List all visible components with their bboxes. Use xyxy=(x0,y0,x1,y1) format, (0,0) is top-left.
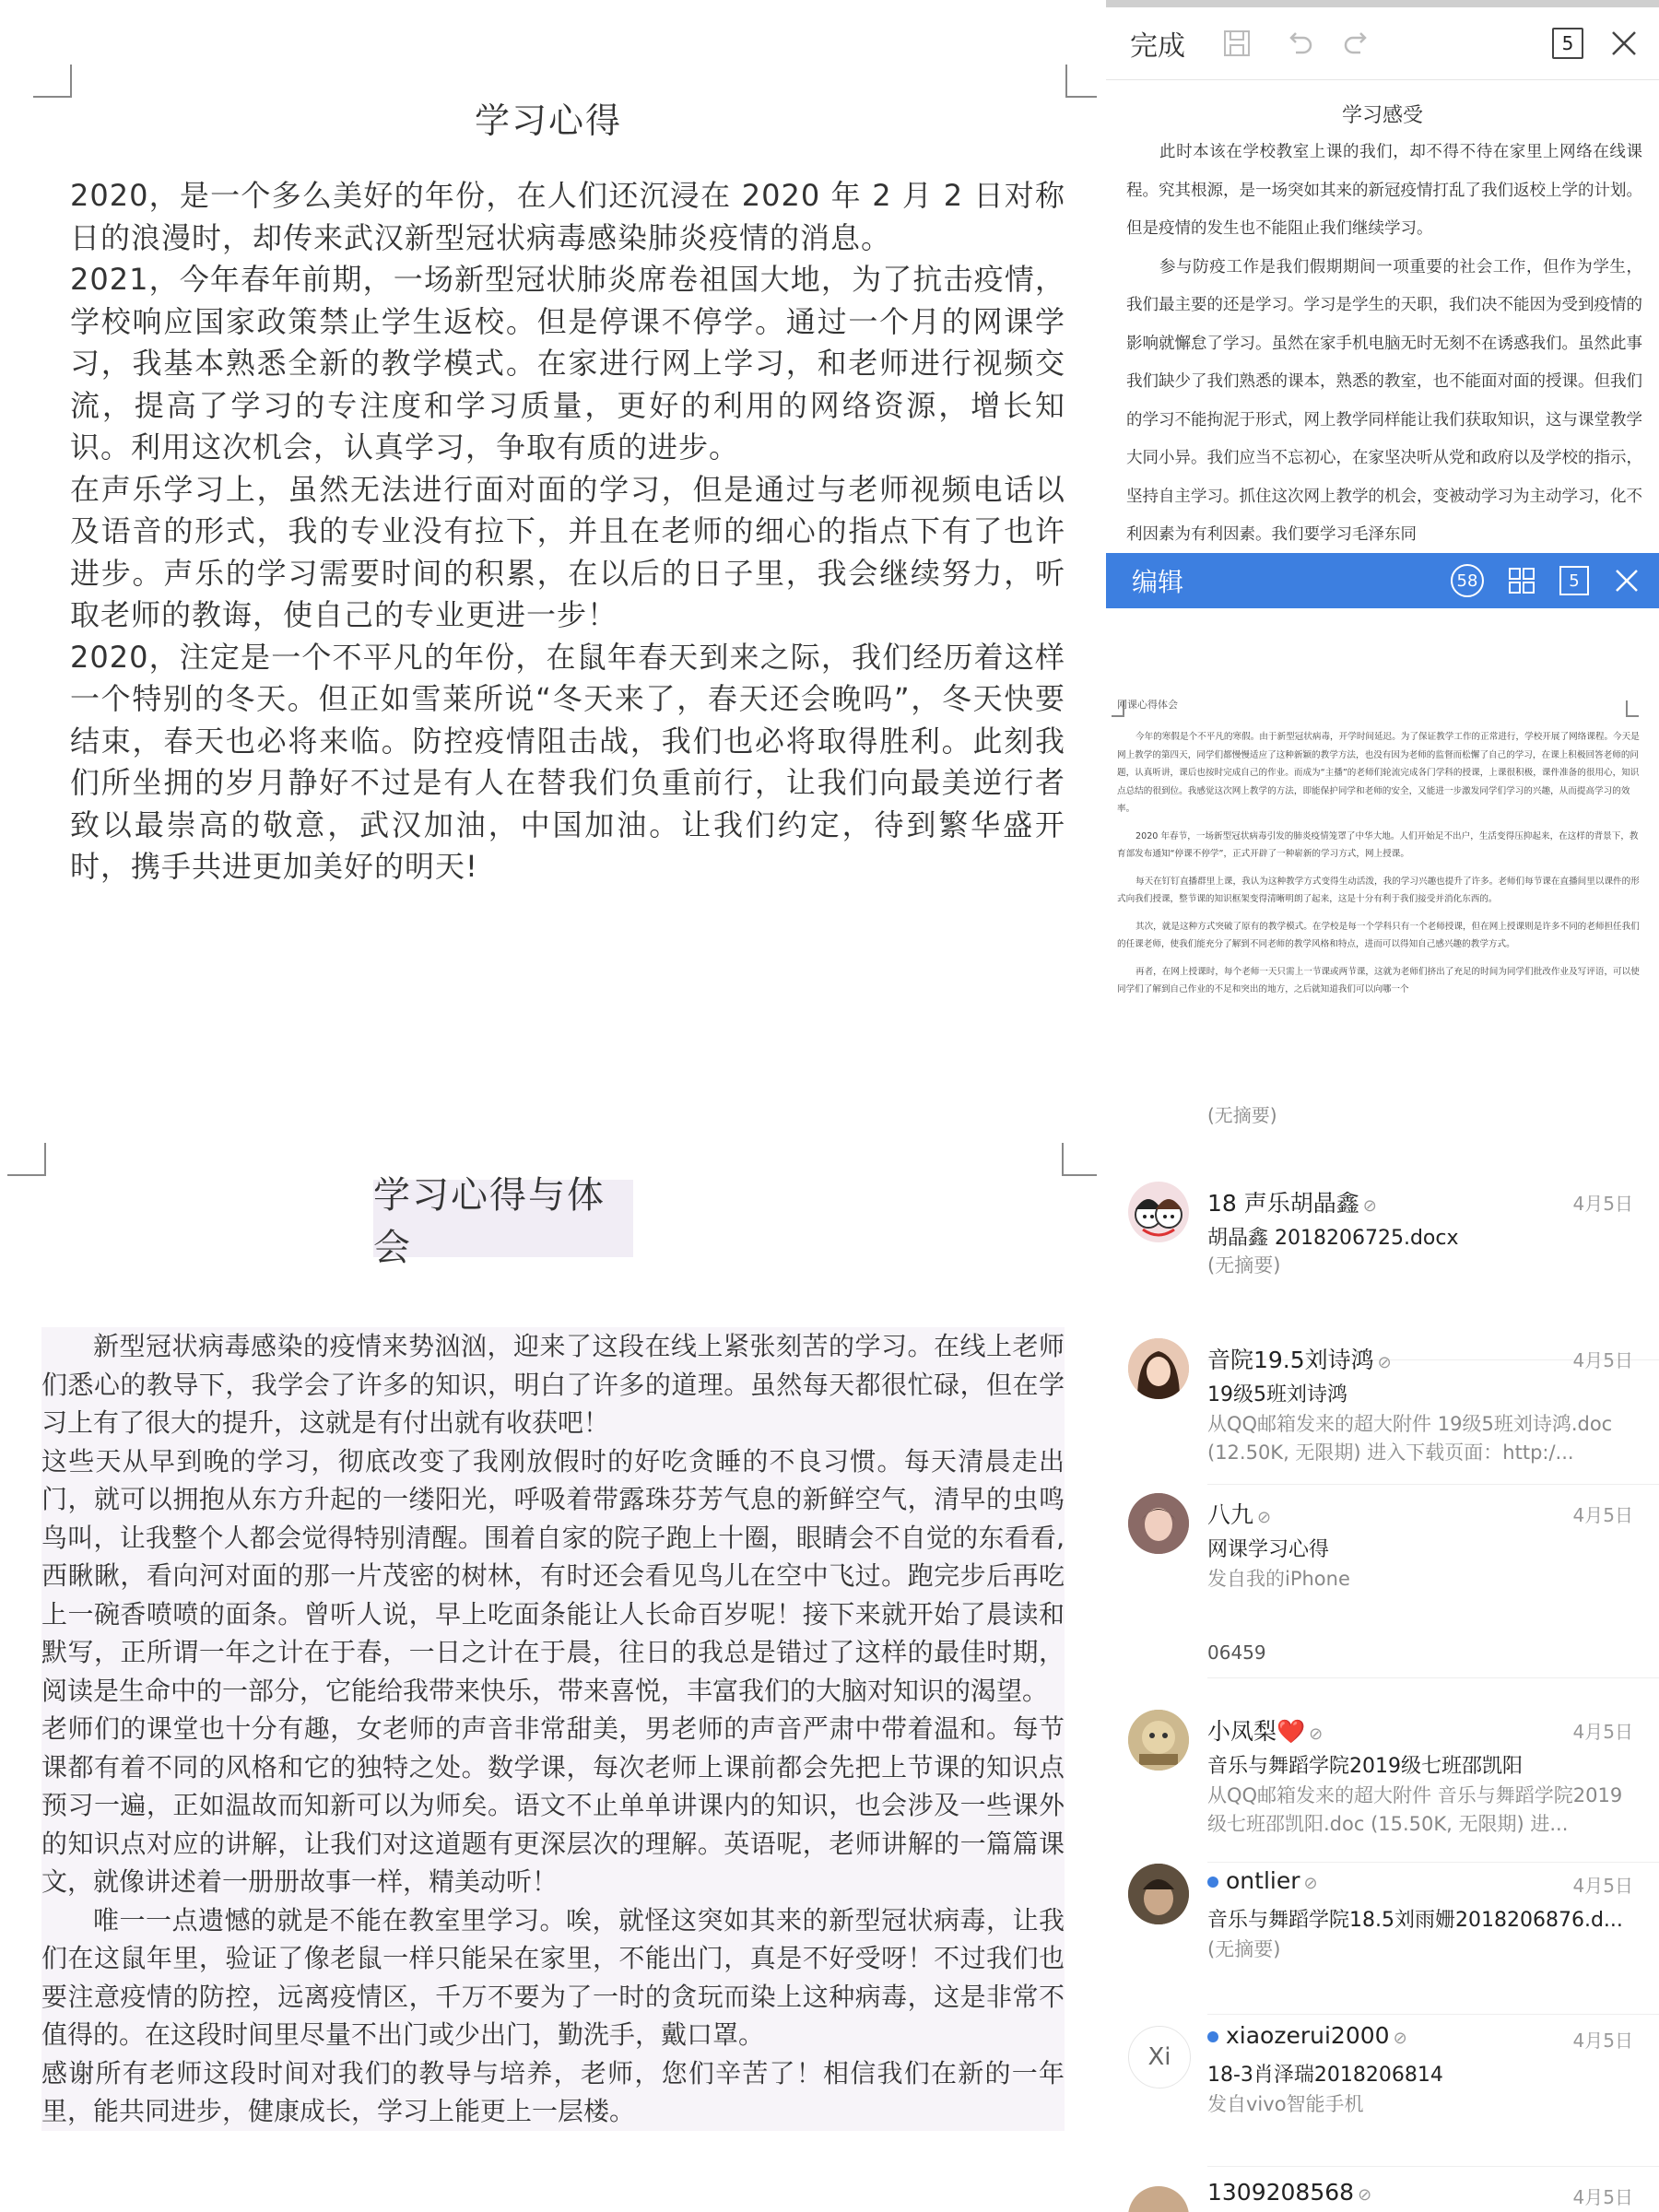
paragraph: 在声乐学习上，虽然无法进行面对面的学习，但是通过与老师视频电话以及语音的形式，我的专业没有拉下，并且在老师的细心的指点下有了也许进步。声乐的学习需要时间的积累，在以后的日子里，我会继续努力，听取老师的教诲，使自己的专业更进一步！ xyxy=(70,471,1065,632)
mail-date: 4月5日 xyxy=(1572,2030,1633,2052)
mail-sender: xiaozerui2000 xyxy=(1226,2022,1390,2049)
mail-item[interactable] xyxy=(1106,1710,1659,1862)
avatar: Xi xyxy=(1128,2026,1191,2088)
done-button[interactable]: 完成 xyxy=(1130,30,1185,63)
mail-preview: (无摘要) xyxy=(1207,1938,1281,1960)
avatar xyxy=(1128,1864,1189,1924)
preview-toolbar xyxy=(1106,553,1659,608)
mail-date: 4月5日 xyxy=(1572,1349,1633,1371)
paragraph: 这些天从早到晚的学习，彻底改变了我刚放假时的好吃贪睡的不良习惯。每天清晨走出门，就可以拥抱从东方升起的一缕阳光，呼吸着带露珠芬芳气息的新鲜空气，清早的虫鸣鸟叫，让我整个人都会觉得特别清醒。围着自家的院子跑上十圈，眼睛会不自觉的东看看,西瞅瞅，看向河对面的那一片茂密的树林，有时还会看见鸟儿在空中飞过。跑完步后再吃上一碗香喷喷的面条。曾听人说，早上吃面条能让人长命百岁呢！接下来就开始了晨读和默写，正所谓一年之计在于春，一日之计在于晨，往日的我总是错过了这样的最佳时期，阅读是生命中的一部分，它能给我带来快乐，带来喜悦，丰富我们的大脑对知识的渴望。 xyxy=(41,1442,1065,1711)
list-preview-snippet: (无摘要) xyxy=(1106,1100,1659,1124)
mail-sender: 音院19.5刘诗鸿 xyxy=(1207,1347,1374,1373)
paragraph: 此时本该在学校教室上课的我们，却不得不待在家里上网络在线课程。究其根源，是一场突如其来的新冠疫情打乱了我们返校上学的计划。但是疫情的发生也不能阻止我们继续学习。 xyxy=(1126,143,1642,238)
page-count-badge: 5 xyxy=(1552,28,1583,59)
paragraph: 老师们的课堂也十分有趣，女老师的声音非常甜美，男老师的声音严肃中带着温和。每节课都有着不同的风格和它的独特之处。数学课，每次老师上课前都会先把上节课的知识点预习一遍，正如温故而知新可以为师矣。语文不止单单讲课内的知识，也会涉及一些课外的知识点对应的讲解，让我们对这道题有更深层次的理解。英语呢，老师讲解的一篇篇课文，就像讲述着一册册故事一样，精美动听！ xyxy=(41,1710,1065,1901)
avatar xyxy=(1128,2186,1189,2212)
divider xyxy=(1207,2166,1659,2167)
redo-icon[interactable] xyxy=(1342,29,1371,58)
mail-sender: 小凤梨❤️ xyxy=(1207,1718,1306,1745)
document-page-2 xyxy=(0,1115,1097,2212)
document-preview xyxy=(1106,553,1659,1124)
preview-body xyxy=(1117,728,1644,1008)
edit-button[interactable]: 编辑 xyxy=(1132,567,1184,597)
paragraph: 再者，在网上授课时，每个老师一天只需上一节课或两节课，这就为老师们挤出了充足的时间为同学们批改作业及写评语，可以使同学们了解到自己作业的不足和突出的地方，之后就知道我们可以向哪一个 xyxy=(1117,966,1640,994)
attachment-icon: ⊘ xyxy=(1358,2185,1372,2205)
divider xyxy=(1207,1862,1659,1863)
mail-item[interactable] xyxy=(1106,1493,1659,1631)
divider xyxy=(1207,1484,1659,1485)
page-corner-mark xyxy=(1062,1143,1097,1176)
avatar xyxy=(1128,1182,1189,1242)
page-corner-mark xyxy=(1626,700,1639,717)
document-body xyxy=(41,1327,1065,2131)
paragraph: 参与防疫工作是我们假期期间一项重要的社会工作，但作为学生，我们最主要的还是学习。学习是学生的天职，我们决不能因为受到疫情的影响就懈怠了学习。虽然在家手机电脑无时无刻不在诱惑我们。虽然此事我们缺少了我们熟悉的课本，熟悉的教室，也不能面对面的授课。但我们的学习不能拘泥于形式，网上教学同样能让我们获取知识，这与课堂教学大同小异。我们应当不忘初心，在家坚决听从党和政府以及学校的指示，坚持自主学习。抓住这次网上教学的机会，变被动学习为主动学习，化不利因素为有利因素。我们要学习毛泽东同 xyxy=(1126,257,1642,544)
document-body[interactable] xyxy=(1126,134,1642,553)
mail-item[interactable] xyxy=(1106,1124,1659,1277)
editor-toolbar xyxy=(1106,7,1659,80)
mail-subject: 18-3肖泽瑞2018206814 xyxy=(1207,2064,1443,2087)
paragraph: 其次，就是这种方式突破了原有的教学模式。在学校是每一个学科只有一个老师授课，但在网上授课则是许多不同的老师担任我们的任课老师，使我们能充分了解到不同老师的教学风格和特点，进而可以得知自己感兴趣的教学方式。 xyxy=(1117,921,1640,949)
grid-icon[interactable] xyxy=(1508,567,1535,594)
unread-indicator xyxy=(1207,1877,1218,1888)
save-icon[interactable] xyxy=(1222,29,1252,58)
mail-date: 4月5日 xyxy=(1572,2186,1633,2208)
mail-preview: (无摘要) xyxy=(1207,1254,1281,1277)
mail-item[interactable] xyxy=(1106,1645,1659,1682)
attachment-icon: ⊘ xyxy=(1309,1724,1324,1744)
divider xyxy=(1207,1677,1659,1678)
mail-item[interactable] xyxy=(1106,1338,1659,1486)
mail-sender: 06459 xyxy=(1207,1645,1266,1664)
close-icon[interactable] xyxy=(1609,29,1639,58)
paragraph: 2020，注定是一个不平凡的年份，在鼠年春天到来之际，我们经历着这样一个特别的冬天。但正如雪莱所说“冬天来了，春天还会晚吗”，冬天快要结束，春天也必将来临。防控疫情阻击战，我们也必将取得胜利。此刻我们所坐拥的岁月静好不过是有人在替我们负重前行，让我们向最美逆行者致以最崇高的敬意，武汉加油，中国加油。让我们约定，待到繁华盛开时，携手共进更加美好的明天! xyxy=(70,639,1065,884)
attachment-icon: ⊘ xyxy=(1362,1196,1377,1216)
mail-preview: 从QQ邮箱发来的超大附件 19级5班刘诗鸿.doc (12.50K, 无限期) 进入下载页面：http:/... xyxy=(1207,1413,1613,1464)
mail-subject: 音乐与舞蹈学院2019级七班邵凯阳 xyxy=(1207,1755,1523,1778)
paragraph: 感谢所有老师这段时间对我们的教导与培养，老师，您们辛苦了！相信我们在新的一年里，能共同进步，健康成长，学习上能更上一层楼。 xyxy=(41,2054,1065,2131)
attachment-icon: ⊘ xyxy=(1377,1353,1392,1372)
paragraph: 每天在钉钉直播群里上课，我认为这种教学方式变得生动活泼，我的学习兴趣也提升了许多。老师们每节课在直播间里以课件的形式向我们授课，整节课的知识框架变得清晰明朗了起来，这是十分有利于我们接受并消化东西的。 xyxy=(1117,876,1640,904)
mail-date: 4月5日 xyxy=(1572,1875,1633,1897)
mail-preview: 从QQ邮箱发来的超大附件 音乐与舞蹈学院2019级七班邵凯阳.doc (15.50K, 无限期) 进... xyxy=(1207,1784,1623,1835)
paragraph: 2021，今年春年前期，一场新型冠状肺炎席卷祖国大地，为了抗击疫情，学校响应国家政策禁止学生返校。但是停课不停学。通过一个月的网课学习，我基本熟悉全新的教学模式。在家进行网上学习，和老师进行视频交流，提高了学习的专注度和学习质量，更好的利用的网络资源，增长知识。利用这次机会，认真学习，争取有质的进步。 xyxy=(70,262,1065,465)
avatar xyxy=(1128,1710,1189,1771)
paragraph: 唯一一点遗憾的就是不能在教室里学习。唉，就怪这突如其来的新型冠状病毒，让我们在这鼠年里，验证了像老鼠一样只能呆在家里，不能出门，真是不好受呀！不过我们也要注意疫情的防控，远离疫情区，千万不要为了一时的贪玩而染上这种病毒，这是非常不值得的。在这段时间里尽量不出门或少出门，勤洗手，戴口罩。 xyxy=(41,1901,1065,2054)
paragraph: 今年的寒假是个不平凡的寒假。由于新型冠状病毒，开学时间延迟。为了保证教学工作的正常进行，学校开展了网络课程。今天是网上教学的第四天，同学们都慢慢适应了这种新颖的教学方法，也没有因为老师的监督而松懈了自己的学习，在课上积极回答老师的问题，认真听讲，课后也按时完成自己的作业。而成为“主播”的老师们轮流完成各门学科的授课，上课很积极，课件准备的很用心，知识点总结的很到位。我感觉这次网上教学的方法，即能保护同学和老师的安全，又能进一步激发同学们学习的兴趣，从而提高学习的效率。 xyxy=(1117,732,1640,814)
close-icon[interactable] xyxy=(1613,567,1641,594)
mail-sender: ontlier xyxy=(1226,1867,1300,1894)
document-title: 学习心得与体会 xyxy=(373,1174,606,1269)
mail-sender: 八九 xyxy=(1207,1501,1254,1528)
mail-item[interactable] xyxy=(1106,2018,1659,2157)
document-title-highlight xyxy=(373,1174,633,1269)
mail-sender: 1309208568 xyxy=(1207,2179,1355,2206)
attachment-icon: ⊘ xyxy=(1257,1508,1272,1527)
mail-list xyxy=(1106,1124,1659,2212)
document-title: 学习感受 xyxy=(1341,104,1423,127)
paragraph: 2020 年春节，一场新型冠状病毒引发的肺炎疫情笼罩了中华大地。人们开始足不出户，生活变得压抑起来，在这样的背景下，教育部发布通知“停课不停学”，正式开辟了一种崭新的学习方式，网上授课。 xyxy=(1117,830,1639,859)
document-page-1 xyxy=(0,0,1097,1115)
divider xyxy=(1207,2014,1659,2015)
comment-count-icon[interactable] xyxy=(1451,564,1484,597)
comment-count-badge: 58 xyxy=(1451,564,1484,597)
page-count-icon[interactable] xyxy=(1552,28,1583,59)
mail-subject: 音乐与舞蹈学院18.5刘雨姗2018206876.d... xyxy=(1207,1909,1623,1932)
attachment-icon: ⊘ xyxy=(1393,2029,1407,2048)
mail-preview: 发自我的iPhone xyxy=(1207,1568,1350,1590)
mail-date: 4月5日 xyxy=(1572,1504,1633,1526)
avatar xyxy=(1128,1338,1189,1399)
paragraph: 新型冠状病毒感染的疫情来势汹汹，迎来了这段在线上紧张刻苦的学习。在线上老师们悉心的教导下，我学会了许多的知识，明白了许多的道理。虽然每天都很忙碌，但在学习上有了很大的提升，这就是有付出就有收获吧！ xyxy=(41,1327,1065,1442)
attachment-icon: ⊘ xyxy=(1303,1874,1318,1893)
page-count-badge: 5 xyxy=(1559,566,1589,595)
page-corner-mark xyxy=(7,1143,46,1176)
mail-item[interactable] xyxy=(1106,1864,1659,2011)
undo-icon[interactable] xyxy=(1285,29,1314,58)
mail-subject: 19级5班刘诗鸿 xyxy=(1207,1383,1347,1406)
avatar xyxy=(1128,1493,1189,1554)
mail-date: 4月5日 xyxy=(1572,1193,1633,1215)
page-count-icon[interactable] xyxy=(1559,566,1589,595)
document-body xyxy=(70,175,1065,888)
mail-item[interactable] xyxy=(1106,2175,1659,2212)
preview-page xyxy=(1106,636,1659,1078)
paragraph: 2020，是一个多么美好的年份，在人们还沉浸在 2020 年 2 月 2 日对称日的浪漫时，却传来武汉新型冠状病毒感染肺炎疫情的消息。 xyxy=(70,178,1065,255)
status-strip xyxy=(1106,0,1659,7)
preview-title: 网课心得体会 xyxy=(1117,699,1178,711)
unread-indicator xyxy=(1207,2031,1218,2042)
mail-preview: 发自vivo智能手机 xyxy=(1207,2093,1364,2115)
mail-sender: 18 声乐胡晶鑫 xyxy=(1207,1190,1359,1217)
document-title: 学习心得 xyxy=(474,100,622,141)
mail-date: 4月5日 xyxy=(1572,1721,1633,1743)
mail-subject: 胡晶鑫 2018206725.docx xyxy=(1207,1227,1459,1250)
document-editor xyxy=(1106,0,1659,553)
mail-subject: 网课学习心得 xyxy=(1207,1538,1330,1561)
